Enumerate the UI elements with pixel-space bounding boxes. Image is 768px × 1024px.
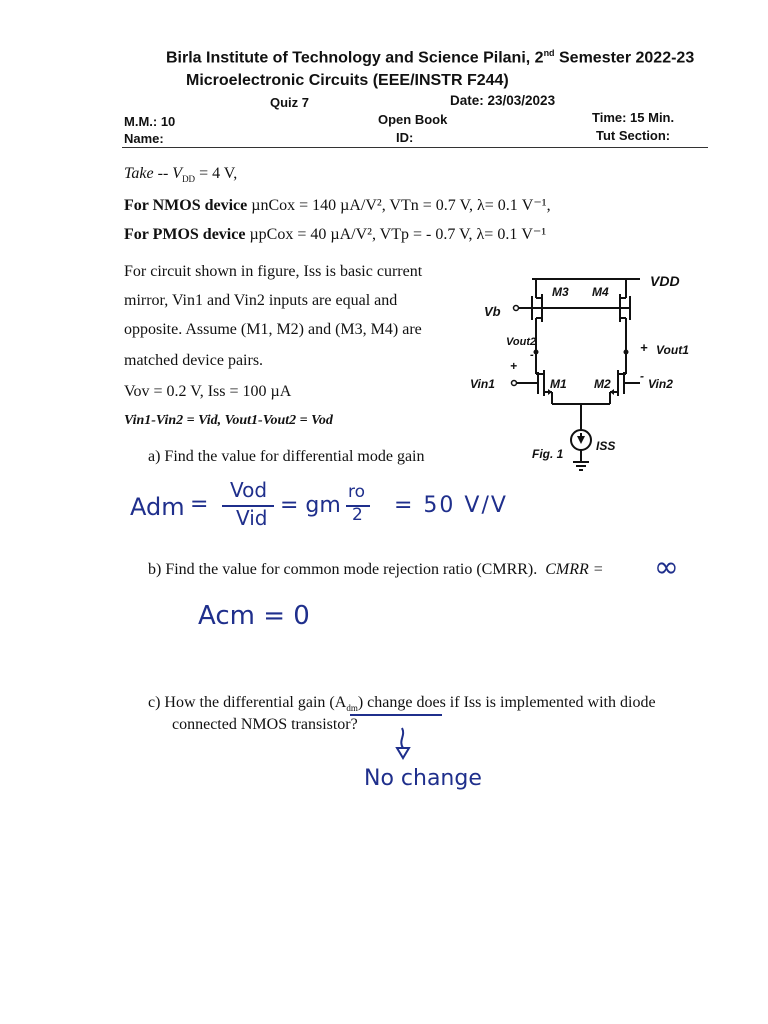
problem-line-6: Vin1-Vin2 = Vid, Vout1-Vout2 = Vod — [124, 413, 333, 428]
answer-a-gm: = gm — [280, 493, 341, 518]
figure-caption: Fig. 1 — [532, 447, 564, 461]
m4-label: M4 — [592, 285, 609, 299]
answer-a-result: = 50 V/V — [394, 493, 508, 518]
open-book-label: Open Book — [378, 112, 448, 127]
header-divider — [122, 147, 708, 148]
answer-b-acm: Acm = 0 — [198, 601, 310, 631]
answer-a-ro-den: 2 — [352, 505, 363, 525]
answer-c-text: No change — [364, 766, 482, 791]
quiz-label: Quiz 7 — [270, 95, 310, 110]
vout2-label: Vout2 — [506, 336, 537, 348]
m1-label: M1 — [550, 377, 567, 391]
take-vdd: Take -- $V_{DD} = 4$ V, — [124, 165, 238, 185]
answer-a-adm: Adm — [130, 493, 185, 521]
problem-line-3: opposite. Assume (M1, M2) and (M3, M4) are — [124, 321, 422, 338]
time-label: Time: 15 Min. — [592, 110, 675, 125]
vdd-label: VDD — [650, 273, 680, 289]
differential-amplifier-circuit — [460, 262, 710, 492]
answer-a-ro: ro — [348, 482, 366, 502]
course-title: Microelectronic Circuits (EEE/INSTR F244) — [186, 72, 509, 89]
question-a: a) Find the value for differential mode gain — [148, 448, 425, 465]
problem-line-1: For circuit shown in figure, Iss is basic current — [124, 263, 423, 280]
question-c-underline — [350, 714, 442, 716]
vout1-node — [624, 350, 629, 355]
vout2-minus: - — [530, 349, 534, 361]
id-field-label: ID: — [396, 130, 414, 145]
vin1-terminal — [512, 381, 517, 386]
max-marks: M.M.: 10 — [124, 114, 176, 129]
vb-terminal — [514, 306, 519, 311]
nmos-params: For NMOS device µnCox = 140 µA/V², VTn = 0.7 V, λ= 0.1 V⁻¹, — [124, 197, 551, 214]
problem-line-5: Vov = 0.2 V, Iss = 100 µA — [124, 383, 292, 400]
m2-label: M2 — [594, 377, 611, 391]
m3-label: M3 — [552, 285, 569, 299]
vin2-label: Vin2 — [648, 377, 673, 391]
answer-a-vod: Vod — [230, 478, 268, 502]
problem-line-2: mirror, Vin1 and Vin2 inputs are equal and — [124, 292, 398, 309]
answer-b-cmrr-value: ∞ — [654, 550, 679, 585]
quiz-date: Date: 23/03/2023 — [450, 93, 556, 108]
institute-title: Birla Institute of Technology and Science Pilani, 2nd Semester 2022-23 — [166, 48, 695, 67]
vout1-minus: - — [640, 369, 644, 383]
vout1-plus: + — [640, 340, 648, 355]
pmos-params: For PMOS device µpCox = 40 µA/V², VTp = - 0.7 V, λ= 0.1 V⁻¹ — [124, 226, 547, 243]
question-c-line-2: connected NMOS transistor? — [172, 716, 358, 733]
vout2-node — [534, 350, 539, 355]
vb-label: Vb — [484, 304, 501, 319]
answer-a-vid: Vid — [236, 506, 268, 530]
problem-line-4: matched device pairs. — [124, 352, 264, 369]
tut-section-label: Tut Section: — [596, 128, 671, 143]
vout1-label: Vout1 — [656, 343, 689, 357]
vin1-label: Vin1 — [470, 377, 495, 391]
name-field-label: Name: — [124, 131, 164, 146]
question-c-line-1: c) How the differential gain $(A_{dm})$ change does if Iss is implemented with diode — [148, 694, 656, 714]
question-b: b) Find the value for common mode rejection ratio (CMRR). CMRR = — [148, 561, 604, 578]
answer-a-eq: = — [190, 492, 209, 517]
answer-arrow-icon — [392, 726, 416, 762]
m1-plus: + — [510, 359, 518, 373]
iss-label: ISS — [596, 439, 616, 453]
